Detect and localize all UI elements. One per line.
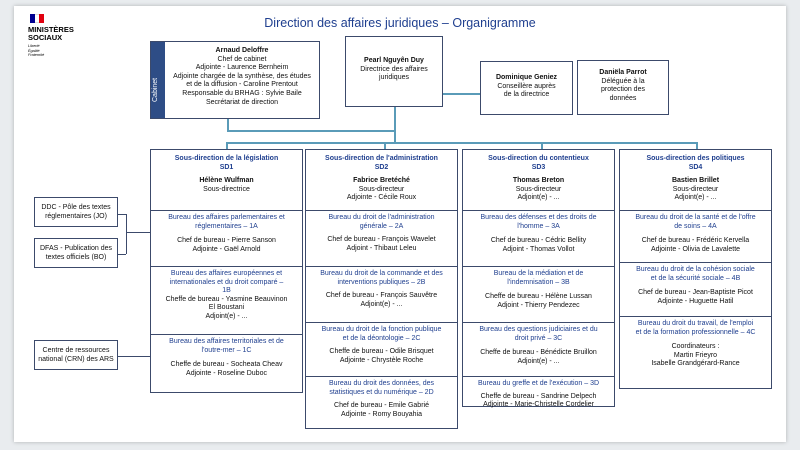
connector bbox=[394, 106, 396, 144]
bureau-3d: Bureau du greffe et de l'exécution – 3D Cheffe de bureau - Sandrine Delpech Adjointe - Marie-Christelle Cordelier bbox=[477, 380, 600, 409]
connector bbox=[541, 142, 543, 149]
page-title: Direction des affaires juridiques – Organigramme bbox=[264, 16, 536, 30]
cabinet-line: Chef de cabinet bbox=[217, 55, 267, 63]
sd3-header bbox=[463, 150, 614, 203]
bureau-2b: Bureau du droit de la commande et des interventions publiques – 2B Chef de bureau - François Sauvêtre Adjoint(e) - ... bbox=[320, 270, 443, 308]
bureau-3c: Bureau des questions judiciaires et du droit privé – 3C Cheffe de bureau - Bénédicte Bruillon Adjoint(e) - ... bbox=[479, 326, 598, 365]
dfas-box bbox=[34, 238, 118, 268]
sd1-title: Sous-direction de la législation bbox=[174, 155, 279, 162]
sd2-column bbox=[305, 149, 458, 429]
connector bbox=[227, 118, 229, 132]
cabinet-line: et de la diffusion - Caroline Prentout bbox=[186, 81, 298, 89]
sd3-role: Sous-directeur bbox=[515, 185, 562, 193]
cabinet-line: Adjointe chargée de la synthèse, des études bbox=[173, 72, 311, 80]
advisor-role: de la directrice bbox=[503, 91, 550, 99]
sd4-title: Sous-direction des politiques bbox=[646, 155, 745, 162]
delegate-role: Déléguée à la bbox=[601, 77, 645, 85]
sd4-role: Sous-directeur bbox=[672, 185, 719, 193]
sd4-adj: Adjoint(e) - ... bbox=[674, 194, 717, 202]
connector bbox=[384, 142, 386, 149]
crn-box bbox=[34, 340, 118, 370]
connector bbox=[226, 142, 228, 149]
director-name: Pearl Nguyên Duy bbox=[364, 57, 424, 64]
sd3-head: Thomas Breton bbox=[512, 177, 565, 185]
ddc-line: réglementaires (JO) bbox=[45, 212, 107, 220]
delegate-name: Daniëla Parrot bbox=[599, 69, 647, 76]
director-role: Directrice des affaires bbox=[360, 65, 428, 73]
sd1-role: Sous-directrice bbox=[203, 185, 250, 193]
sd3-title: Sous-direction du contentieux bbox=[488, 155, 589, 162]
bureau-2d: Bureau du droit des données, des statistiques et du numérique – 2D Chef de bureau - Emile Gabrié Adjointe - Romy Bouyahia bbox=[328, 380, 435, 418]
advisor-name: Dominique Geniez bbox=[495, 74, 558, 81]
cabinet-line: Secrétariat de direction bbox=[206, 98, 278, 106]
sd3-column bbox=[462, 149, 615, 407]
bureau-4c: Bureau du droit du travail, de l'emploi et de la formation professionnelle – 4C Coordinateurs : Martin Frieyro Isabelle Grandgérard-Rance bbox=[635, 320, 756, 368]
bureau-1c: Bureau des affaires territoriales et de l'outre-mer – 1C Cheffe de bureau - Socheata Cheav Adjointe - Roseline Duboc bbox=[169, 338, 284, 377]
sd2-adj: Adjointe - Cécile Roux bbox=[346, 194, 417, 202]
connector bbox=[118, 214, 126, 215]
advisor-box bbox=[480, 61, 573, 115]
sd3-adj: Adjoint(e) - ... bbox=[517, 194, 560, 202]
connector bbox=[226, 142, 698, 144]
sd1-code: SD1 bbox=[219, 163, 234, 171]
bureau-1b: Bureau des affaires européennes et internationales et du droit comparé – 1B Cheffe de bureau - Yasmine Beauvinon El Boustani Adjoint(e) - ... bbox=[165, 270, 288, 320]
delegate-role: protection des bbox=[601, 86, 645, 94]
connector bbox=[126, 232, 150, 233]
delegate-role: données bbox=[609, 94, 637, 102]
sd1-column bbox=[150, 149, 303, 393]
connector bbox=[696, 142, 698, 149]
sd4-head: Bastien Brillet bbox=[671, 177, 720, 185]
connector bbox=[118, 356, 150, 357]
cabinet-box bbox=[150, 41, 320, 119]
bureau-4b: Bureau du droit de la cohésion sociale et de la sécurité sociale – 4B Chef de bureau - Jean-Baptiste Picot Adjointe - Huguette Hatil bbox=[636, 266, 755, 305]
logo-title-2: SOCIAUX bbox=[28, 33, 63, 42]
org-chart-page bbox=[14, 6, 786, 442]
dfas-line: textes officiels (BO) bbox=[45, 253, 107, 261]
bureau-3b: Bureau de la médiation et de l'indemnisation – 3B Cheffe de bureau - Hélène Lussan Adjoint - Thierry Pendezec bbox=[485, 270, 592, 309]
connector bbox=[118, 254, 126, 255]
cabinet-line: Adjointe - Laurence Bernheim bbox=[195, 64, 289, 72]
crn-line: national (CRN) des ARS bbox=[38, 355, 114, 363]
bureau-4a: Bureau du droit de la santé et de l'offre de soins – 4A Chef de bureau - Frédéric Kervella Adjointe - Olivia de Lavalette bbox=[635, 214, 756, 253]
bureau-1a: Bureau des affaires parlementaires et réglementaires – 1A Chef de bureau - Pierre Sanson Adjointe - Gaël Arnold bbox=[168, 214, 285, 253]
sd1-header bbox=[151, 150, 302, 207]
sd2-title: Sous-direction de l'administration bbox=[325, 155, 438, 162]
connector bbox=[227, 130, 394, 132]
sd2-header bbox=[306, 150, 457, 203]
cabinet-line: Responsable du BRHAG : Sylvie Baile bbox=[182, 89, 302, 97]
director-role: juridiques bbox=[379, 74, 409, 82]
sd2-role: Sous-directeur bbox=[358, 185, 405, 193]
bureau-3a: Bureau des défenses et des droits de l'homme – 3A Chef de bureau - Cédric Bellity Adjoint - Thomas Vollot bbox=[480, 214, 597, 253]
logo-title-1: MINISTÈRES bbox=[28, 25, 74, 34]
delegate-box bbox=[577, 60, 669, 115]
sd4-column bbox=[619, 149, 772, 389]
ddc-line: DDC - Pôle des textes bbox=[41, 204, 111, 211]
logo-motto: Liberté Égalité Fraternité bbox=[28, 44, 45, 57]
director-box bbox=[345, 36, 443, 107]
sd2-head: Fabrice Bretéché bbox=[353, 177, 410, 185]
bureau-2a: Bureau du droit de l'administration générale – 2A Chef de bureau - François Wavelet Adjoint - Thibaut Leleu bbox=[327, 214, 436, 252]
crn-line: Centre de ressources bbox=[42, 347, 110, 354]
ddc-box bbox=[34, 197, 118, 227]
sd4-code: SD4 bbox=[688, 163, 703, 171]
dfas-line: DFAS - Publication des bbox=[40, 245, 112, 252]
connector bbox=[126, 214, 127, 254]
cabinet-head-name: Arnaud Deloffre bbox=[215, 47, 269, 54]
sd3-code: SD3 bbox=[531, 163, 546, 171]
sd4-header bbox=[620, 150, 771, 203]
bureau-2c: Bureau du droit de la fonction publique et de la déontologie – 2C Cheffe de bureau - Odile Brisquet Adjointe - Chrystèle Roche bbox=[321, 326, 442, 364]
advisor-role: Conseillère auprès bbox=[497, 82, 556, 90]
cabinet-tag: Cabinet bbox=[151, 42, 165, 118]
sd1-head: Hélène Wulfman bbox=[199, 177, 254, 185]
sd2-code: SD2 bbox=[374, 163, 389, 171]
